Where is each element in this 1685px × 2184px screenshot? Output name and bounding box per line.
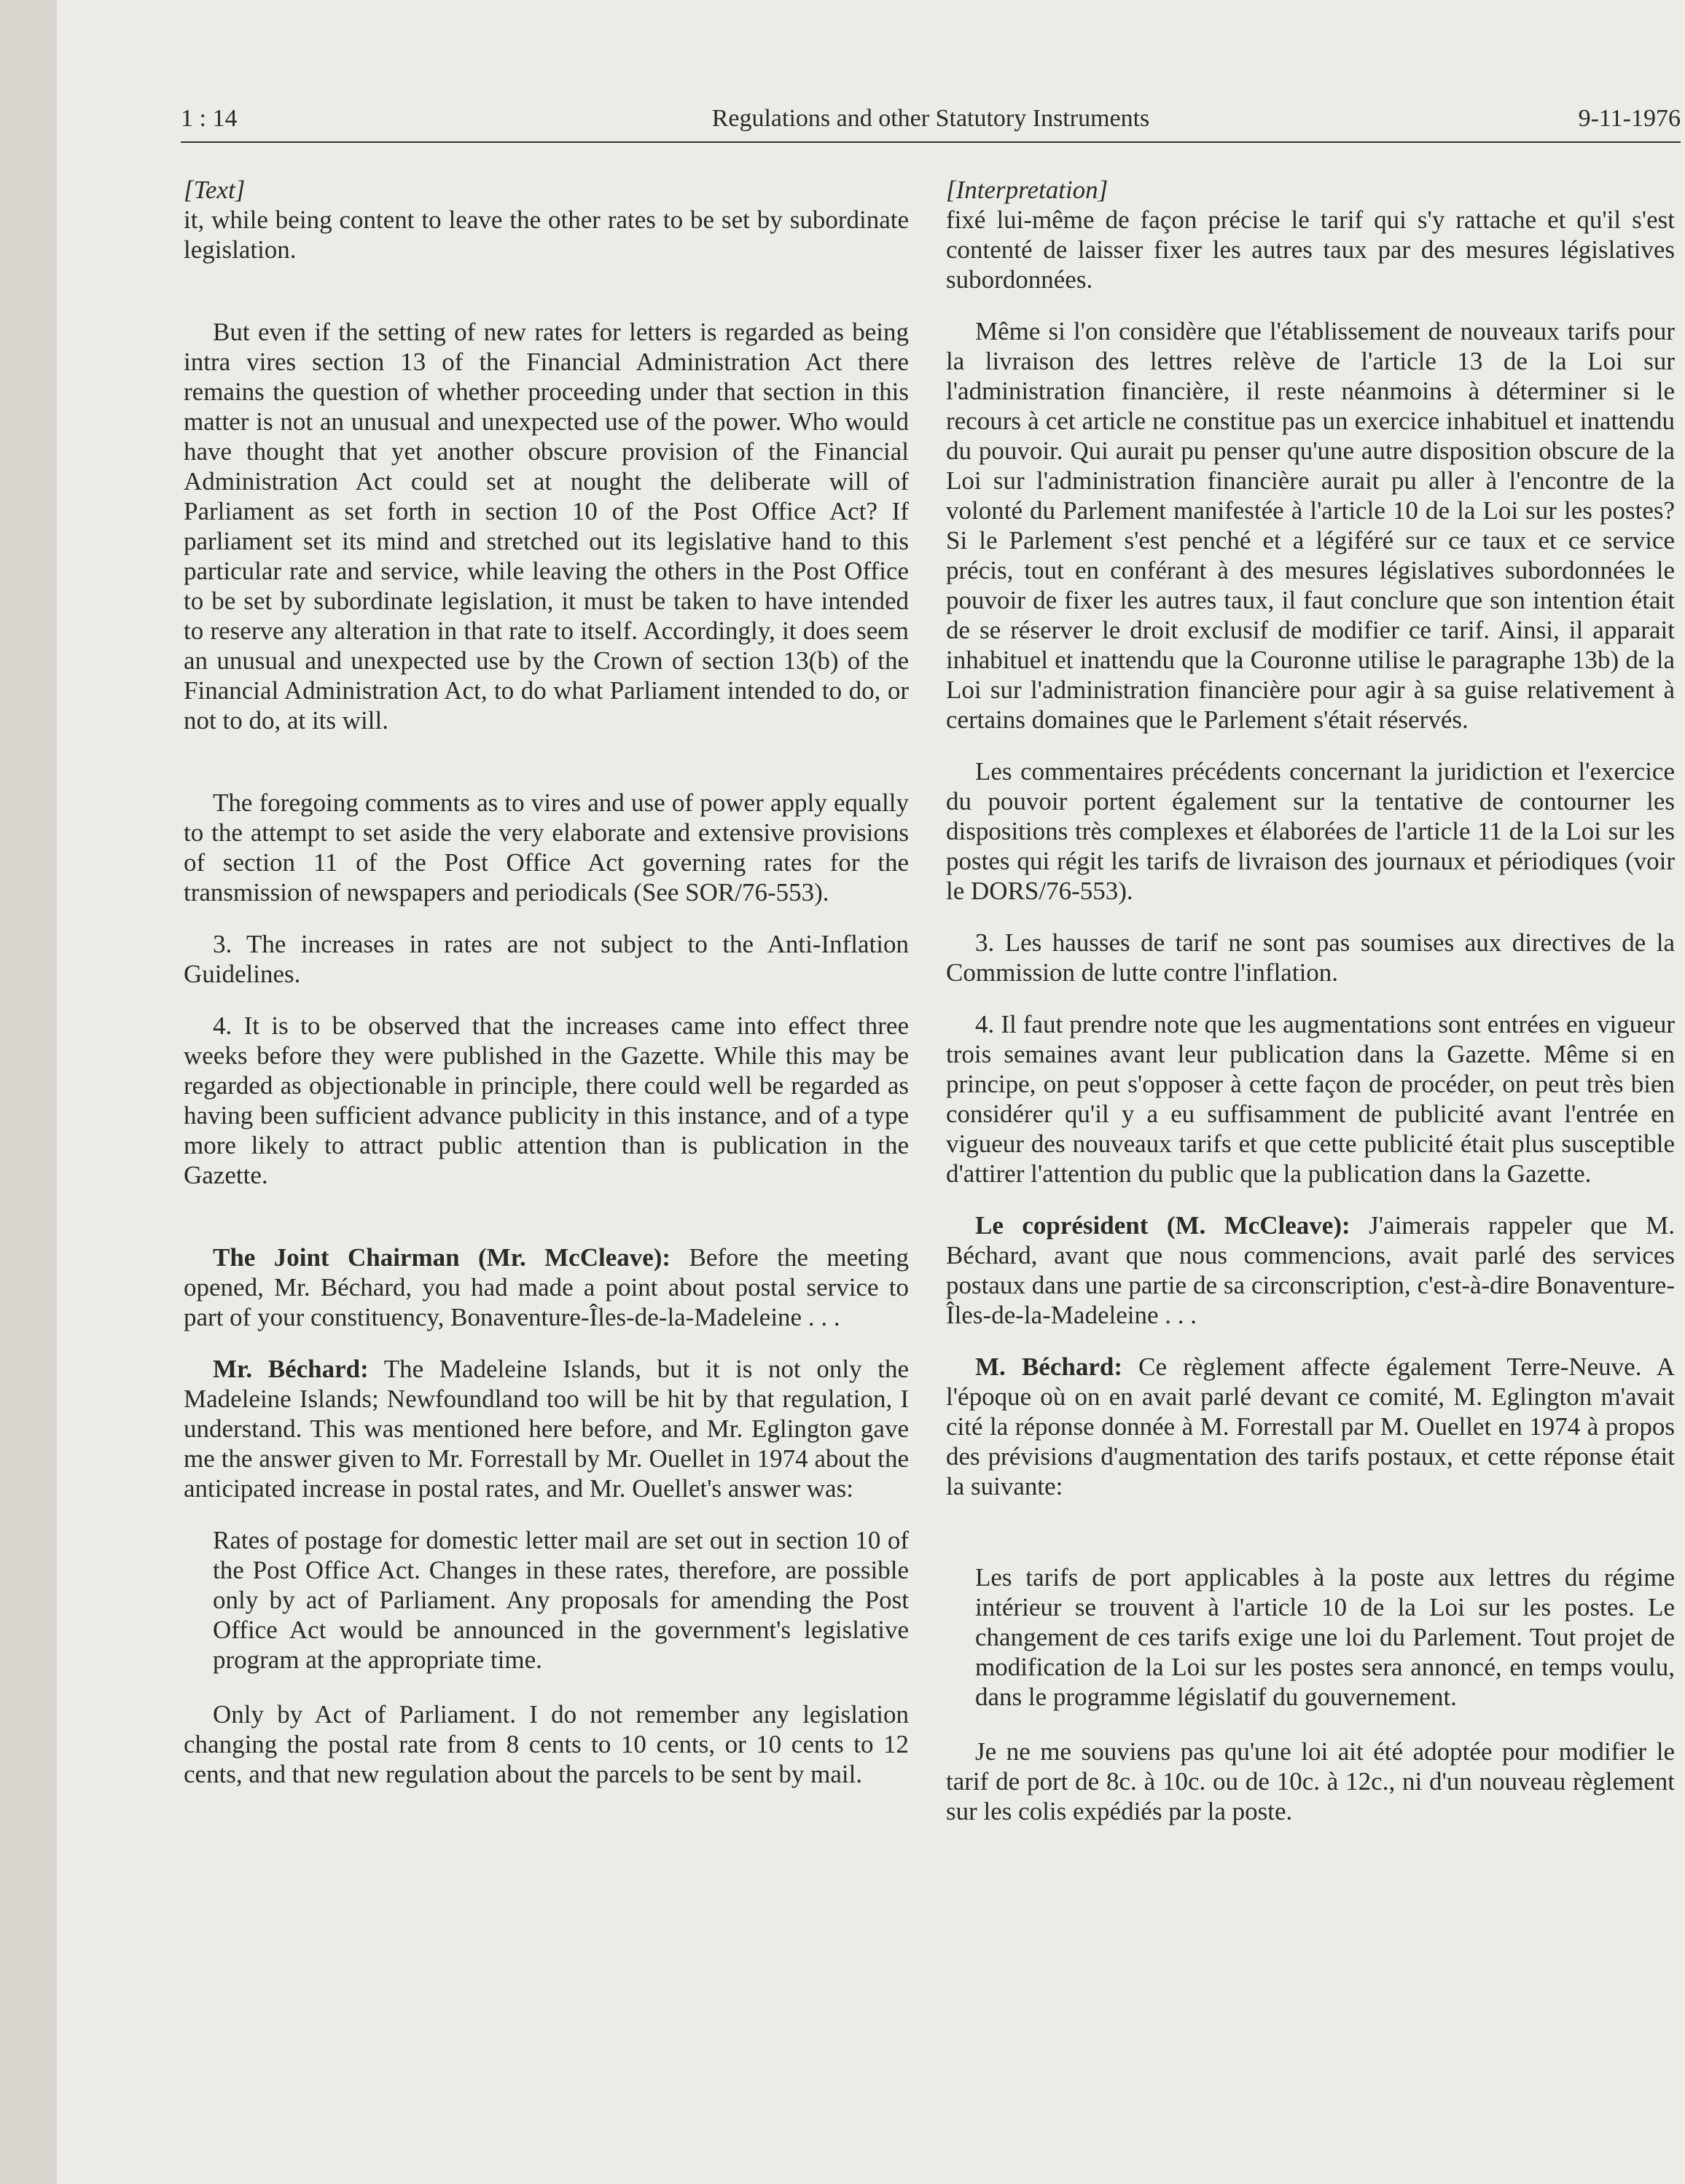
paragraph: Je ne me souviens pas qu'une loi ait été adoptée pour modifier le tarif de port de 8c. à 10c. ou de 10c. à 12c., ni d'un nouveau règlement sur les colis expédiés par la poste. xyxy=(946,1737,1675,1825)
speech-text: Ce règlement affecte également Terre-Neuve. A l'époque où on en avait parlé devant ce comité, M. Eglington m'avait cité la réponse donnée à M. Forrestall par M. Ouellet en 1974 à propos des prévisions d'augmentation des tarifs postaux, et cette réponse était la suivante: xyxy=(946,1353,1675,1500)
paragraph: Only by Act of Parliament. I do not remember any legislation changing the postal rate from 8 cents to 10 cents, or 10 cents to 12 cents, and that new regulation about the parcels to be sent by mail. xyxy=(184,1700,909,1788)
running-title: Regulations and other Statutory Instruments xyxy=(711,105,1150,132)
speaker-paragraph xyxy=(946,1210,1675,1330)
speech-text: J'aimerais rappeler que M. Béchard, avant que nous commencions, avait parlé des services postaux dans une partie de sa circonscription, c'est-à-dire Bonaventure-Îles-de-la-Madeleine . . . xyxy=(946,1211,1675,1329)
page-header xyxy=(181,101,1681,143)
french-column xyxy=(946,175,1675,1848)
paragraph: it, while being content to leave the other rates to be set by subordinate legislation. xyxy=(184,206,909,264)
quotation: Rates of postage for domestic letter mail are set out in section 10 of the Post Office Act. Changes in these rates, therefore, are possible only by act of Parliament. Any proposals for amending the Post Office Act would be announced in the government's legislative program at the appropriate time. xyxy=(213,1526,909,1674)
header-date: 9-11-1976 xyxy=(1578,105,1681,132)
speaker-name: M. Béchard: xyxy=(975,1353,1122,1381)
speaker-name: Le coprésident (M. McCleave): xyxy=(975,1211,1350,1240)
speaker-name: Mr. Béchard: xyxy=(213,1355,369,1383)
paragraph: Les commentaires précédents concernant la juridiction et l'exercice du pouvoir portent également sur la tentative de contourner les dispositions très complexes et élaborées de l'article 11 de la Loi sur les postes qui régit les tarifs de livraison des journaux et périodiques (voir le DORS/76-553). xyxy=(946,757,1675,905)
column-label: [Interpretation] xyxy=(946,176,1109,204)
paragraph: The foregoing comments as to vires and use of power apply equally to the attempt to set aside the very elaborate and extensive provisions of section 11 of the Post Office Act governing rates for the transmission of newspapers and periodicals (See SOR/76-553). xyxy=(184,788,909,907)
column-label: [Text] xyxy=(184,176,246,204)
speaker-paragraph xyxy=(946,1352,1675,1501)
paragraph: But even if the setting of new rates for letters is regarded as being intra vires section 13 of the Financial Administration Act there remains the question of whether proceeding under that section in this matter is not an unusual and unexpected use of the power. Who would have thought that yet another obscure provision of the Financial Administration Act could set at nought the deliberate will of Parliament as set forth in section 10 of the Post Office Act? If parliament set its mind and stretched out its legislative hand to this particular rate and service, while leaving the others in the Post Office to be set by subordinate legislation, it must be taken to have intended to reserve any alteration in that rate to itself. Accordingly, it does seem an unusual and unexpected use by the Crown of section 13(b) of the Financial Administration Act, to do what Parliament intended to do, or not to do, at its will. xyxy=(184,318,909,735)
paragraph: 3. The increases in rates are not subject to the Anti-Inflation Guidelines. xyxy=(184,930,909,988)
page-number: 1 : 14 xyxy=(181,105,238,132)
paragraph: 4. Il faut prendre note que les augmentations sont entrées en vigueur trois semaines avant leur publication dans la Gazette. Même si en principe, on peut s'opposer à cette façon de procéder, on peut très bien considérer qu'il y a eu suffisamment de publicité avant l'entrée en vigueur des nouveaux tarifs et que cette publicité était plus susceptible d'attirer l'attention du public que la publication dans la Gazette. xyxy=(946,1010,1675,1188)
speaker-name: The Joint Chairman (Mr. McCleave): xyxy=(213,1243,671,1272)
paragraph: 4. It is to be observed that the increases came into effect three weeks before they were published in the Gazette. While this may be regarded as objectionable in principle, there could well be regarded as having been sufficient advance publicity in this instance, and of a type more likely to attract public attention than is publication in the Gazette. xyxy=(184,1011,909,1189)
paragraph: Même si l'on considère que l'établissement de nouveaux tarifs pour la livraison des lettres relève de l'article 13 de la Loi sur l'administration financière, il reste néanmoins à déterminer si le recours à cet article ne constitue pas un exercice inhabituel et inattendu du pouvoir. Qui aurait pu penser qu'une autre disposition obscure de la Loi sur l'administration financière aurait pu aller à l'encontre de la volonté du Parlement manifestée à l'article 10 de la Loi sur les postes? Si le Parlement s'est penché et a légiféré sur ce taux et ce service précis, tout en conférant à des mesures législatives subordonnées le pouvoir de fixer les autres taux, il faut conclure que son intention était de se réserver le droit exclusif de modifier ce tarif. Ainsi, il apparait inhabituel et inattendu que la Couronne utilise le paragraphe 13b) de la Loi sur l'administration financière pour agir à sa guise relativement à certains domaines que le Parlement s'était réservés. xyxy=(946,317,1675,734)
english-column xyxy=(184,175,909,1811)
speaker-paragraph xyxy=(184,1242,909,1332)
paragraph: fixé lui-même de façon précise le tarif qui s'y rattache et qu'il s'est contenté de laisser fixer les autres taux par des mesures législatives subordonnées. xyxy=(946,206,1675,294)
paragraph: 3. Les hausses de tarif ne sont pas soumises aux directives de la Commission de lutte contre l'inflation. xyxy=(946,928,1675,987)
quotation: Les tarifs de port applicables à la poste aux lettres du régime intérieur se trouvent à l'article 10 de la Loi sur les postes. Le changement de ces tarifs exige une loi du Parlement. Tout projet de modification de la Loi sur les postes sera annoncé, en temps voulu, dans le programme législatif du gouvernement. xyxy=(975,1563,1675,1711)
speech-text: The Madeleine Islands, but it is not only the Madeleine Islands; Newfoundland too will be hit by that regulation, I understand. This was mentioned here before, and Mr. Eglington gave me the answer given to Mr. Forrestall by Mr. Ouellet in 1974 about the anticipated increase in postal rates, and Mr. Ouellet's answer was: xyxy=(184,1355,909,1503)
speaker-paragraph xyxy=(184,1354,909,1503)
document-page xyxy=(57,0,1685,2184)
speech-text: Before the meeting opened, Mr. Béchard, you had made a point about postal service to part of your constituency, Bonaventure-Îles-de-la-Madeleine . . . xyxy=(184,1243,909,1331)
